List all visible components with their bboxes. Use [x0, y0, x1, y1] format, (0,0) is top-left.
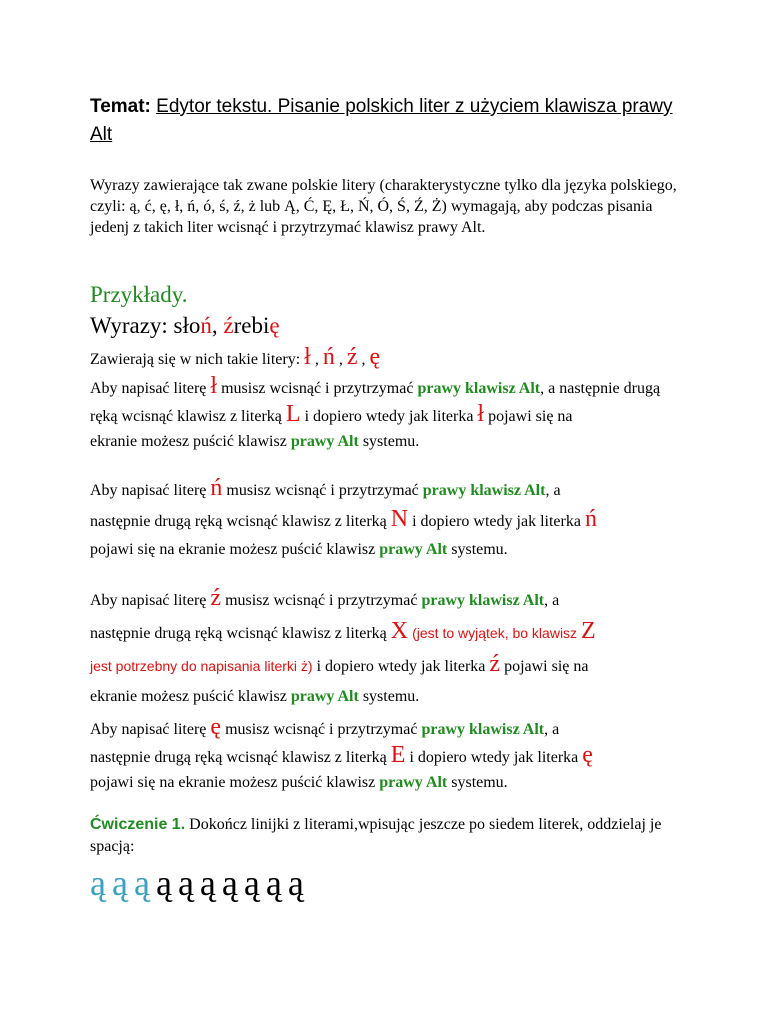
practice-letter: ą	[221, 863, 238, 903]
practice-letter: ą	[199, 863, 216, 903]
letter-z: ź	[346, 344, 358, 370]
instruction-e: Aby napisać literę ę musisz wcisnąć i przytrzymać prawy klawisz Alt, a następnie drugą ręką wcisnąć klawisz z literką E i dopiero wtedy jak literka ę pojawi się na ekranie możesz puścić klawisz prawy Alt systemu.	[90, 714, 593, 791]
practice-letter: ą	[243, 863, 260, 903]
letter-e: ę	[369, 344, 381, 370]
letter-n: ń	[322, 344, 335, 370]
title-label: Temat:	[90, 96, 151, 117]
exercise-text: Dokończ linijki z literami,wpisując jeszcze po siedem literek, oddzielaj je spacją:	[90, 816, 662, 855]
practice-letter: ą	[90, 863, 106, 903]
word-1-part: sło	[173, 313, 201, 338]
examples-heading: Przykłady.	[90, 282, 188, 307]
word-2-letter: ź	[223, 313, 234, 338]
instruction-n-key: N	[390, 506, 409, 532]
words-label: Wyrazy:	[90, 313, 174, 338]
practice-letter: ą	[155, 863, 172, 903]
practice-letter: ą	[265, 863, 282, 903]
instruction-n-letter: ń	[210, 475, 223, 501]
word-2-part: rebi	[233, 313, 270, 338]
intro-paragraph: Wyrazy zawierające tak zwane polskie litery (charakterystyczne tylko dla języka polskiego, czyli: ą, ć, ę, ł, ń, ó, ś, ź, ż lub Ą, Ć, Ę, Ł, Ń, Ó, Ś, Ź, Ż) wymagają, aby podczas pisania jedenj z takich liter wcisnąć i przytrzymać klawisz prawy Alt.	[90, 177, 677, 236]
word-2-letter-end: ę	[269, 313, 280, 338]
exercise-instruction	[90, 814, 690, 858]
instruction-l: Aby napisać literę ł musisz wcisnąć i przytrzymać prawy klawisz Alt, a następnie drugą ręką wcisnąć klawisz z literką L i dopiero wtedy jak literka ł pojawi się na ekranie możesz puścić klawisz prawy Alt systemu.	[90, 373, 661, 450]
instruction-e-key: E	[390, 741, 406, 768]
instruction-e-letter: ę	[210, 714, 222, 740]
words-line	[90, 313, 280, 339]
practice-letter: ą	[111, 863, 128, 903]
letter-l: ł	[304, 344, 311, 370]
practice-letter: ą	[133, 863, 150, 903]
word-1-letter: ń	[200, 313, 212, 338]
exercise-label: Ćwiczenie 1.	[90, 816, 186, 833]
words-separator: ,	[211, 313, 224, 338]
exception-note: (jest to wyjątek, bo klawisz	[412, 625, 581, 641]
instruction-l-key: L	[285, 400, 301, 427]
title-text: Edytor tekstu. Pisanie polskich liter z użyciem klawisza prawy Alt	[90, 96, 673, 145]
practice-letter: ą	[287, 863, 304, 903]
practice-letter: ą	[177, 863, 194, 903]
letters-line: Zawierają się w nich takie litery: ł , ń , ź , ę	[90, 344, 381, 370]
page-title	[90, 93, 680, 149]
practice-line	[90, 862, 310, 904]
letters-label: Zawierają się w nich takie litery:	[90, 351, 305, 368]
instruction-z-letter: ź	[210, 585, 222, 611]
instruction-z: Aby napisać literę ź musisz wcisnąć i przytrzymać prawy klawisz Alt, a następnie drugą ręką wcisnąć klawisz z literką X (jest to wyjątek, bo klawisz Z jest potrzebny do napisania literki ż) i dopiero wtedy jak literka ź pojawi się na ekranie możesz puścić klawisz prawy Alt systemu.	[90, 585, 596, 705]
instruction-z-key: X	[390, 618, 409, 644]
instruction-l-letter: ł	[210, 373, 218, 399]
instruction-n: Aby napisać literę ń musisz wcisnąć i przytrzymać prawy klawisz Alt, a następnie drugą ręką wcisnąć klawisz z literką N i dopiero wtedy jak literka ń pojawi się na ekranie możesz puścić klawisz prawy Alt systemu.	[90, 475, 597, 558]
